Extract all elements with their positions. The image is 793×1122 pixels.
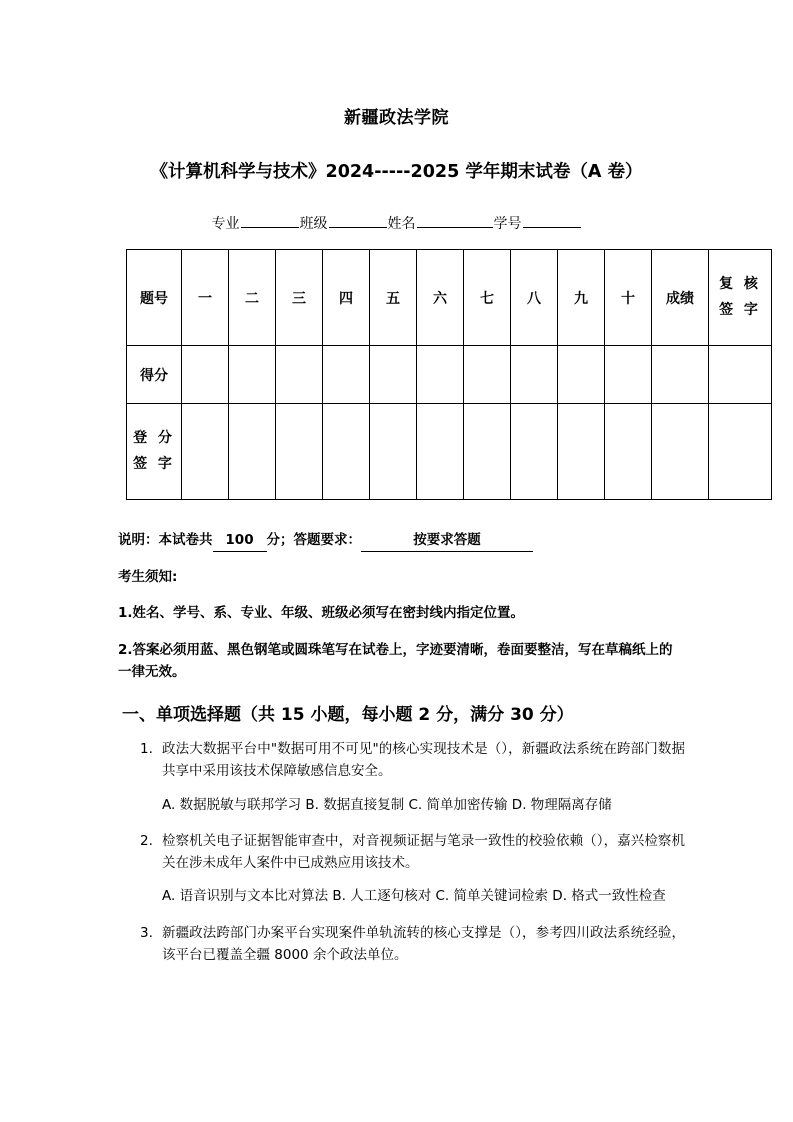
record-label-line-2: 签 字 [133, 455, 175, 472]
row-label-score: 得分 [127, 346, 182, 404]
header-cell-8: 八 [511, 250, 558, 346]
header-cell-2: 二 [229, 250, 276, 346]
header-cell-10: 十 [605, 250, 652, 346]
table-row [127, 404, 772, 500]
major-label: 专业 [211, 216, 240, 232]
signature-cell-8[interactable] [511, 404, 558, 500]
exam-title: 《计算机科学与技术》2024-----2025 学年期末试卷（A 卷） [150, 162, 643, 182]
header-cell-total: 成绩 [652, 250, 709, 346]
header-cell-review-signature [709, 250, 772, 346]
page-title: 新疆政法学院 [344, 108, 449, 128]
signature-cell-3[interactable] [276, 404, 323, 500]
question-text: 新疆政法跨部门办案平台实现案件单轨流转的核心支撑是（），参考四川政法系统经验，该平台已覆盖全疆 8000 余个政法单位。 [162, 924, 685, 963]
review-line-2: 签 字 [719, 301, 761, 318]
signature-cell-7[interactable] [464, 404, 511, 500]
row-label-record-signature [127, 404, 182, 500]
question-1 [140, 738, 685, 783]
question-text: 检察机关电子证据智能审查中，对音视频证据与笔录一致性的校验依赖（），嘉兴检察机关在涉未成年人案件中已成熟应用该技术。 [162, 832, 685, 872]
score-cell-5[interactable] [370, 346, 417, 404]
notice-block [118, 530, 684, 698]
score-cell-2[interactable] [229, 346, 276, 404]
notice-item-2: 2.答案必须用蓝、黑色钢笔或圆珠笔写在试卷上，字迹要清晰，卷面要整洁，写在草稿纸上的一律无效。 [118, 641, 673, 680]
score-cell-review[interactable] [709, 346, 772, 404]
question-number: 2. [140, 832, 153, 849]
question-3 [140, 922, 685, 967]
score-cell-1[interactable] [182, 346, 229, 404]
student-id-field[interactable] [523, 212, 581, 228]
score-cell-6[interactable] [417, 346, 464, 404]
review-line-1: 复 核 [719, 275, 761, 292]
signature-cell-4[interactable] [323, 404, 370, 500]
header-cell-9: 九 [558, 250, 605, 346]
student-info-line [0, 212, 793, 233]
header-cell-3: 三 [276, 250, 323, 346]
score-cell-10[interactable] [605, 346, 652, 404]
score-table [126, 249, 772, 500]
record-label-line-1: 登 分 [133, 429, 175, 446]
signature-cell-2[interactable] [229, 404, 276, 500]
class-label: 班级 [299, 216, 328, 232]
question-number: 3. [140, 924, 153, 941]
explain-middle: 分；答题要求： [266, 532, 361, 548]
candidate-notice-heading: 考生须知: [118, 568, 178, 585]
major-field[interactable] [241, 212, 299, 228]
score-cell-8[interactable] [511, 346, 558, 404]
score-cell-total[interactable] [652, 346, 709, 404]
signature-cell-review[interactable] [709, 404, 772, 500]
explain-prefix: 说明：本试卷共 [118, 532, 213, 548]
signature-cell-1[interactable] [182, 404, 229, 500]
exam-explain-line [118, 530, 684, 552]
score-cell-3[interactable] [276, 346, 323, 404]
table-row [127, 346, 772, 404]
question-2 [140, 830, 685, 875]
header-cell-6: 六 [417, 250, 464, 346]
question-options[interactable]: A. 语音识别与文本比对算法 B. 人工逐句核对 C. 简单关键词检索 D. 格式一致性检查 [162, 888, 666, 905]
signature-cell-total[interactable] [652, 404, 709, 500]
question-number: 1. [140, 741, 153, 757]
list-item [140, 922, 685, 967]
header-cell-4: 四 [323, 250, 370, 346]
header-cell-7: 七 [464, 250, 511, 346]
section-heading-multiple-choice: 一、单项选择题（共 15 小题，每小题 2 分，满分 30 分） [122, 705, 574, 725]
list-item [140, 830, 685, 908]
row-label-question-no: 题号 [127, 250, 182, 346]
signature-cell-10[interactable] [605, 404, 652, 500]
header-cell-1: 一 [182, 250, 229, 346]
signature-cell-9[interactable] [558, 404, 605, 500]
notice-item-1: 1.姓名、学号、系、专业、年级、班级必须写在密封线内指定位置。 [118, 604, 525, 621]
signature-cell-6[interactable] [417, 404, 464, 500]
student-id-label: 学号 [493, 216, 522, 232]
question-text: 政法大数据平台中"数据可用不可见"的核心实现技术是（），新疆政法系统在跨部门数据共享中采用该技术保障敏感信息安全。 [162, 741, 685, 780]
header-cell-5: 五 [370, 250, 417, 346]
score-cell-9[interactable] [558, 346, 605, 404]
class-field[interactable] [329, 212, 387, 228]
signature-cell-5[interactable] [370, 404, 417, 500]
score-cell-4[interactable] [323, 346, 370, 404]
score-cell-7[interactable] [464, 346, 511, 404]
question-options[interactable]: A. 数据脱敏与联邦学习 B. 数据直接复制 C. 简单加密传输 D. 物理隔离存储 [162, 796, 612, 813]
name-field[interactable] [417, 212, 493, 228]
question-list [140, 738, 685, 980]
name-label: 姓名 [387, 216, 416, 232]
total-score-value: 100 [213, 530, 267, 552]
answer-requirement-value: 按要求答题 [361, 530, 533, 552]
table-row [127, 250, 772, 346]
list-item [140, 738, 685, 816]
